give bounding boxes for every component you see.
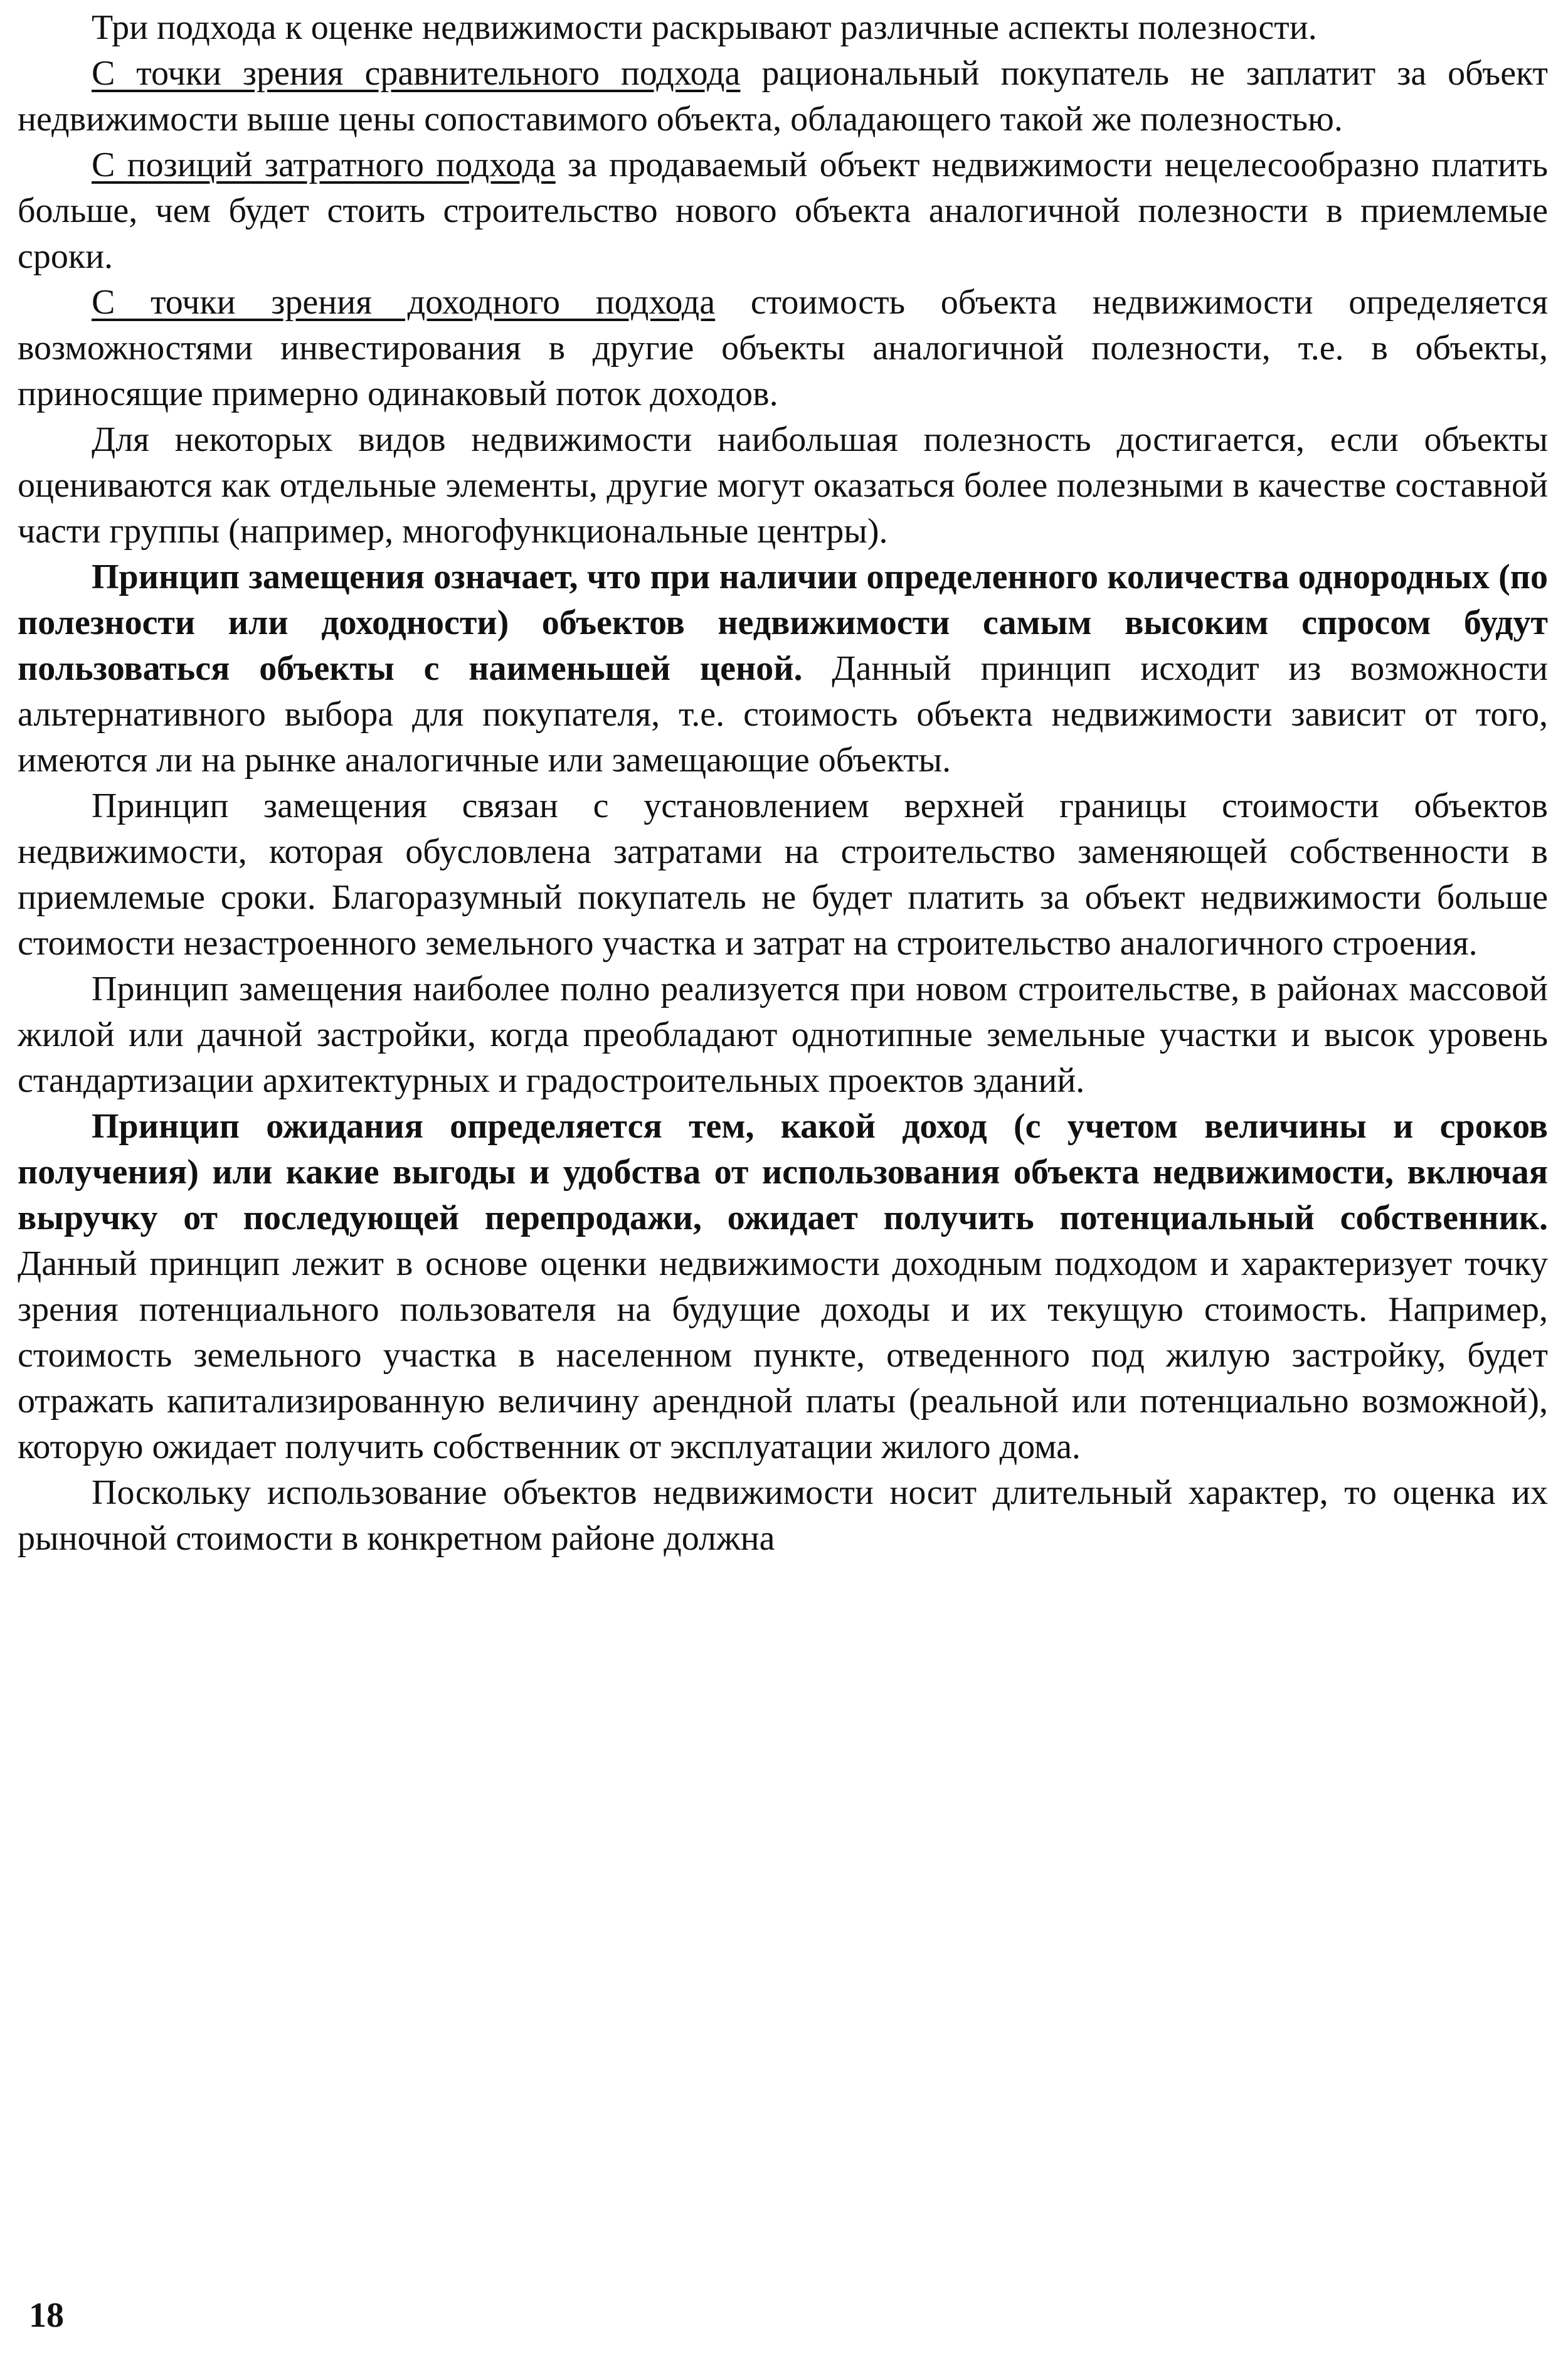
underlined-term: С точки зрения доходного подхода [92,283,716,322]
bold-definition: Принцип замещения означает, что при наличии определенного количества однородных (по полезности или доходности) объектов недвижимости самым высоким спросом будут пользоваться объекты с наименьшей ценой. [18,558,1548,688]
bold-definition: Принцип ожидания определяется тем, какой доход (с учетом величины и сроков получения) или какие выгоды и удобства от использования объекта недвижимости, включая выручку от последующей перепродажи, ожидает получить потенциальный собственник. [18,1107,1548,1237]
paragraph-utility [18,417,1548,554]
paragraph-comparative-approach [18,51,1548,142]
paragraph-substitution-new-construction [18,966,1548,1104]
paragraph-cost-approach [18,142,1548,280]
paragraph-text: Данный принцип лежит в основе оценки недвижимости доходным подходом и характеризует точку зрения потенциального пользователя на будущие доходы и их текущую стоимость. Например, стоимость земельного участка в населенном пункте, отведенного под жилую застройку, будет отражать капитализированную величину арендной платы (реальной или потенциально возможной), которую ожидает получить собственник от эксплуатации жилого дома. [18,1244,1548,1466]
paragraph-text: Три подхода к оценке недвижимости раскрывают различные аспекты полезности. [92,8,1317,47]
page-number: 18 [29,2296,64,2335]
paragraph-text: стоимость объекта недвижимости определяется возможностями инвестирования в другие объекты аналогичной полезности, т.е. в объекты, приносящие примерно одинаковый поток доходов. [18,283,1549,413]
paragraph-substitution-upper-bound [18,783,1548,966]
paragraph-expectation-principle [18,1104,1548,1470]
paragraph-text: Принцип замещения связан с установлением верхней границы стоимости объектов недвижимости, которая обусловлена затратами на строительство заменяющей собственности в приемлемые сроки. Благоразумный покупатель не будет платить за объект недвижимости больше стоимости незастроенного земельного участка и затрат на строительство аналогичного строения. [18,786,1548,963]
paragraph-text: Поскольку использование объектов недвижимости носит длительный характер, то оценка их рыночной стоимости в конкретном районе должна [18,1473,1548,1558]
paragraph-text: Принцип замещения наиболее полно реализуется при новом строительстве, в районах массовой жилой или дачной застройки, когда преобладают однотипные земельные участки и высок уровень стандартизации архитектурных и градостроительных проектов зданий. [18,970,1548,1100]
paragraph-substitution-principle [18,554,1548,783]
paragraph-intro [18,5,1548,51]
body-text [18,5,1548,1562]
underlined-term: С точки зрения сравнительного подхода [92,54,741,93]
paragraph-text: Для некоторых видов недвижимости наибольшая полезность достигается, если объекты оцениваются как отдельные элементы, другие могут оказаться более полезными в качестве составной части группы (например, многофункциональные центры). [18,420,1548,551]
paragraph-text: за продаваемый объект недвижимости нецелесообразно платить больше, чем будет стоить строительство нового объекта аналогичной полезности в приемлемые сроки. [18,145,1549,276]
underlined-term: С позиций затратного подхода [92,145,556,184]
paragraph-income-approach [18,280,1548,417]
paragraph-long-term-use [18,1470,1548,1562]
paragraph-text: Данный принцип исходит из возможности альтернативного выбора для покупателя, т.е. стоимость объекта недвижимости зависит от того, имеются ли на рынке аналогичные или замещающие объекты. [18,649,1549,780]
paragraph-text: рациональный покупатель не заплатит за объект недвижимости выше цены сопоставимого объекта, обладающего такой же полезностью. [18,54,1548,139]
